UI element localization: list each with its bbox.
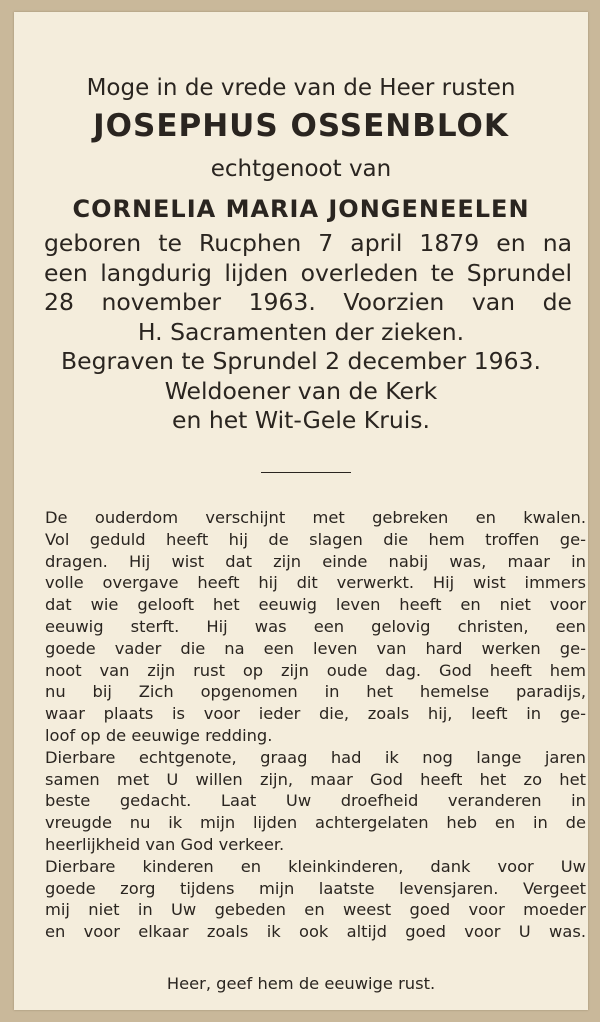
closing-prayer: Heer, geef hem de eeuwige rust. <box>166 974 436 993</box>
body-line: goede vader die na een leven van hard werken ge- <box>45 638 586 658</box>
body-line: Dierbare echtgenote, graag had ik nog lange jaren <box>45 747 586 767</box>
body-line: dragen. Hij wist dat zijn einde nabij was, maar in <box>45 551 586 571</box>
spouse-intro: echtgenoot van <box>210 156 392 182</box>
memorial-card <box>14 12 588 1010</box>
bio-line: 28 november 1963. Voorzien van de <box>44 288 572 316</box>
body-text <box>45 507 586 943</box>
body-line: beste gedacht. Laat Uw droefheid veranderen in <box>45 791 586 811</box>
spouse-name: CORNELIA MARIA JONGENEELEN <box>72 195 530 223</box>
body-line: nu bij Zich opgenomen in het hemelse paradijs, <box>45 682 586 702</box>
body-line: waar plaats is voor ieder die, zoals hij, leeft in ge- <box>45 704 586 724</box>
body-line: Vol geduld heeft hij de slagen die hem troffen ge- <box>45 529 586 549</box>
deceased-name: JOSEPHUS OSSENBLOK <box>93 108 509 144</box>
body-line: goede zorg tijdens mijn laatste levensjaren. Vergeet <box>45 878 586 898</box>
body-line: eeuwig sterft. Hij was een gelovig christen, een <box>45 616 586 636</box>
body-line: heerlijkheid van God verkeer. <box>45 834 285 854</box>
bio-line: en het Wit-Gele Kruis. <box>172 406 430 434</box>
body-line: vreugde nu ik mijn lijden achtergelaten heb en in de <box>45 813 586 833</box>
body-line: samen met U willen zijn, maar God heeft het zo het <box>45 769 586 789</box>
bio-line: H. Sacramenten der zieken. <box>137 317 465 346</box>
body-line: De ouderdom verschijnt met gebreken en kwalen. <box>45 508 586 527</box>
body-line: dat wie gelooft het eeuwig leven heeft en niet voor <box>45 595 586 615</box>
body-line: en voor elkaar zoals ik ook altijd goed voor U was. <box>45 922 586 942</box>
intro-line: Moge in de vrede van de Heer rusten <box>86 75 516 101</box>
body-line: loof op de eeuwige redding. <box>45 725 273 745</box>
bio-line: een langdurig lijden overleden te Sprundel <box>44 258 572 287</box>
bio-line: geboren te Rucphen 7 april 1879 en na <box>44 229 572 257</box>
body-line: Dierbare kinderen en kleinkinderen, dank voor Uw <box>45 856 586 876</box>
body-line: mij niet in Uw gebeden en weest goed voor moeder <box>45 900 586 920</box>
body-line: volle overgave heeft hij dit verwerkt. Hij wist immers <box>45 573 586 593</box>
card-header <box>14 74 588 436</box>
bio-line: Begraven te Sprundel 2 december 1963. <box>61 347 541 375</box>
body-line: noot van zijn rust op zijn oude dag. God heeft hem <box>45 660 586 680</box>
bio-line: Weldoener van de Kerk <box>164 376 438 405</box>
divider-rule <box>261 472 351 473</box>
